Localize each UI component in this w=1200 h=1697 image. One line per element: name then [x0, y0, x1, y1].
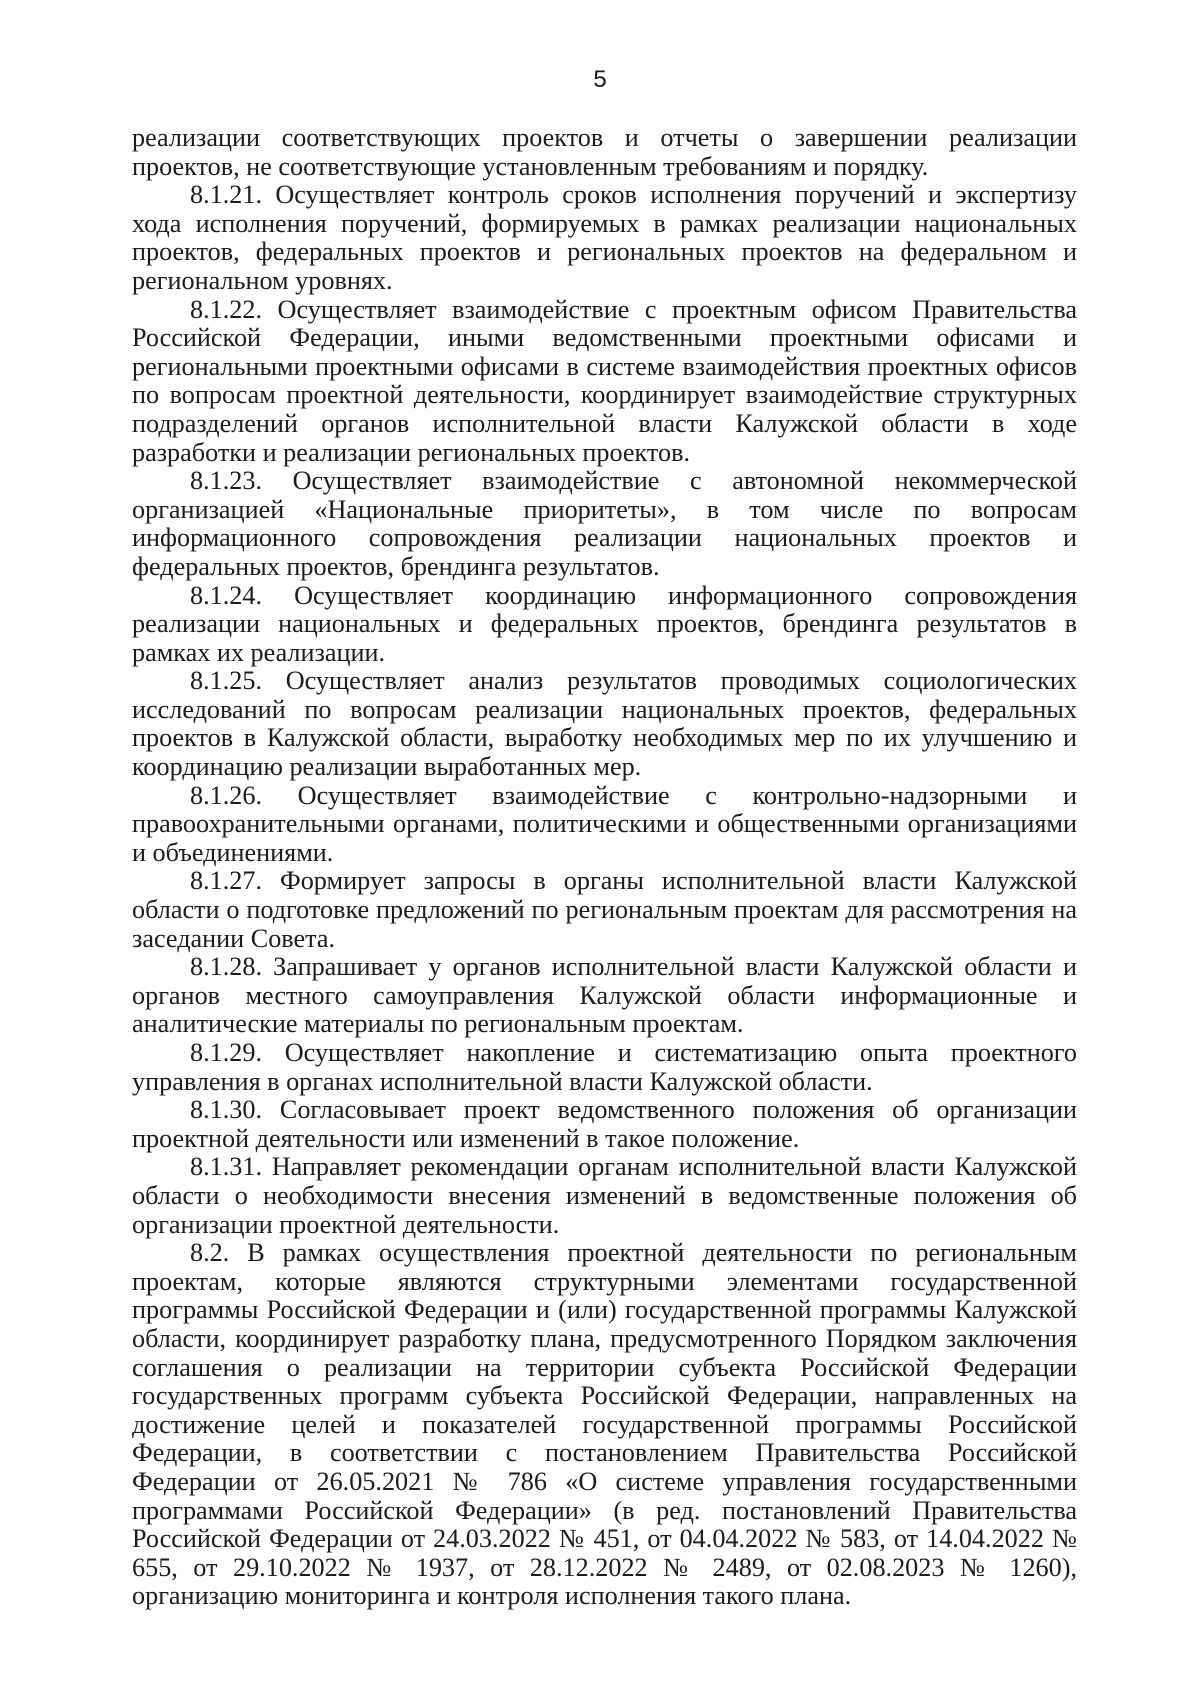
paragraph-8-1-30: 8.1.30. Согласовывает проект ведомственного положения об организации проектной деятельности или изменений в такое положение.: [132, 1095, 1077, 1153]
paragraph-8-1-23: 8.1.23. Осуществляет взаимодействие с автономной некоммерческой организацией «Национальные приоритеты», в том числе по вопросам информационного сопровождения реализации национальных проектов и федеральных проектов, брендинга результатов.: [132, 466, 1077, 581]
page-number: 5: [593, 66, 607, 93]
paragraph-8-1-27: 8.1.27. Формирует запросы в органы исполнительной власти Калужской области о подготовке предложений по региональным проектам для рассмотрения на заседании Совета.: [132, 866, 1077, 953]
paragraph-8-1-26: 8.1.26. Осуществляет взаимодействие с контрольно-надзорными и правоохранительными органами, политическими и общественными организациями и объединениями.: [132, 780, 1077, 867]
paragraph-8-1-29: 8.1.29. Осуществляет накопление и систематизацию опыта проектного управления в органах исполнительной власти Калужской области.: [132, 1038, 1077, 1096]
paragraph-8-1-22: 8.1.22. Осуществляет взаимодействие с проектным офисом Правительства Российской Федерации, иными ведомственными проектными офисами и региональными проектными офисами в системе взаимодействия проектных офисов по вопросам проектной деятельности, координирует взаимодействие структурных подразделений органов исполнительной власти Калужской области в ходе разработки и реализации региональных проектов.: [132, 294, 1077, 467]
paragraph-8-1-21: 8.1.21. Осуществляет контроль сроков исполнения поручений и экспертизу хода исполнения поручений, формируемых в рамках реализации национальных проектов, федеральных проектов и региональных проектов на федеральном и региональном уровнях.: [132, 180, 1077, 295]
paragraph-continuation: реализации соответствующих проектов и отчеты о завершении реализации проектов, не соответствующие установленным требованиям и порядку.: [132, 123, 1077, 181]
paragraph-8-1-25: 8.1.25. Осуществляет анализ результатов проводимых социологических исследований по вопросам реализации национальных проектов, федеральных проектов в Калужской области, выработку необходимых мер по их улучшению и координацию реализации выработанных мер.: [132, 666, 1077, 782]
paragraph-8-1-31: 8.1.31. Направляет рекомендации органам исполнительной власти Калужской области о необходимости внесения изменений в ведомственные положения об организации проектной деятельности.: [132, 1152, 1077, 1239]
paragraph-8-2: 8.2. В рамках осуществления проектной деятельности по региональным проектам, которые являются структурными элементами государственной программы Российской Федерации и (или) государственной программы Калужской области, координирует разработку плана, предусмотренного Порядком заключения соглашения о реализации на территории субъекта Российской Федерации государственных программ субъекта Российской Федерации, направленных на достижение целей и показателей государственной программы Российской Федерации, в соответствии с постановлением Правительства Российской Федерации от 26.05.2021 № 786 «О системе управления государственными программами Российской Федерации» (в ред. постановлений Правительства Российской Федерации от 24.03.2022 № 451, от 04.04.2022 № 583, от 14.04.2022 № 655, от 29.10.2022 № 1937, от 28.12.2022 № 2489, от 02.08.2023 № 1260), организацию мониторинга и контроля исполнения такого плана.: [132, 1238, 1077, 1611]
paragraph-8-1-24: 8.1.24. Осуществляет координацию информационного сопровождения реализации национальных и федеральных проектов, брендинга результатов в рамках их реализации.: [132, 580, 1077, 667]
document-body: [132, 124, 1077, 1611]
paragraph-8-1-28: 8.1.28. Запрашивает у органов исполнительной власти Калужской области и органов местного самоуправления Калужской области информационные и аналитические материалы по региональным проектам.: [132, 952, 1077, 1039]
